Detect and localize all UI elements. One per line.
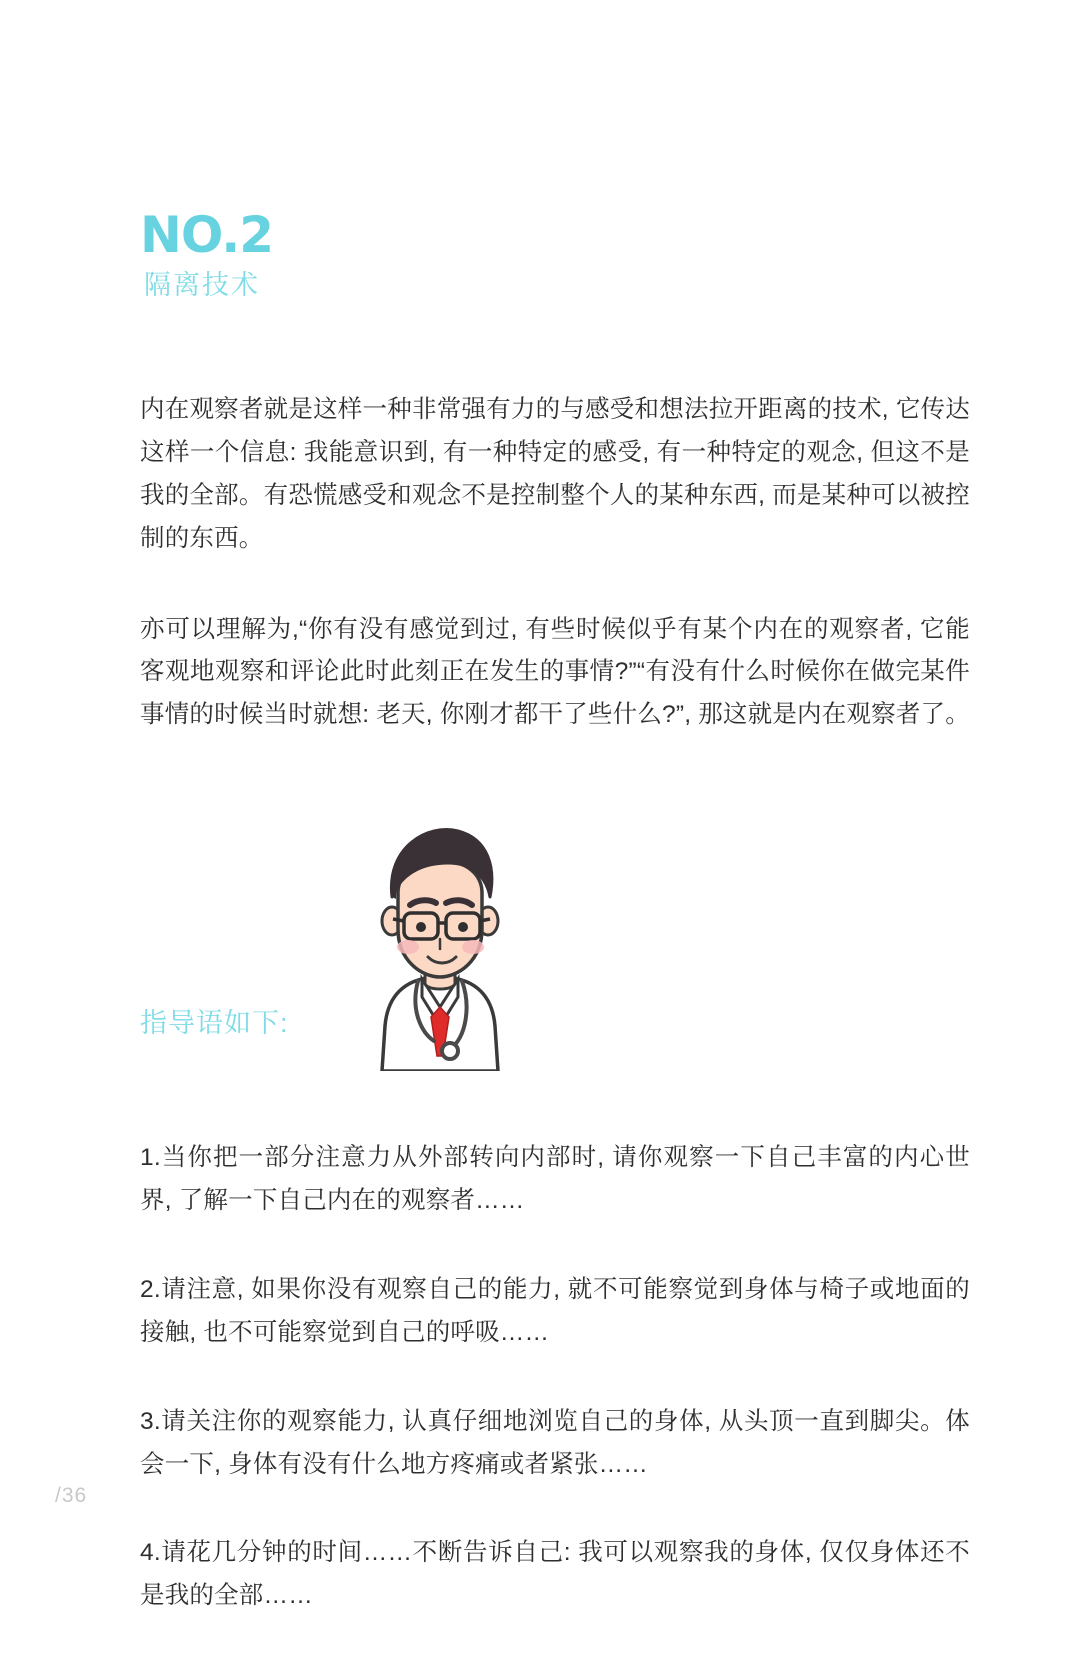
page-content bbox=[140, 0, 970, 1664]
list-item: 1.当你把一部分注意力从外部转向内部时, 请你观察一下自己丰富的内心世界, 了解一下自己内在的观察者…… bbox=[140, 1144, 970, 1214]
section-heading bbox=[140, 206, 970, 300]
body-text bbox=[140, 389, 970, 737]
list-item: 2.请注意, 如果你没有观察自己的能力, 就不可能察觉到身体与椅子或地面的接触, 也不可能察觉到自己的呼吸…… bbox=[140, 1275, 970, 1346]
instruction-list bbox=[140, 1137, 970, 1618]
guide-label: 指导语如下: bbox=[140, 1008, 289, 1039]
doctor-illustration-icon bbox=[330, 801, 550, 1071]
section-subtitle: 隔离技术 bbox=[144, 270, 260, 300]
page-number: /36 bbox=[55, 1484, 88, 1507]
section-number: NO.2 bbox=[140, 206, 274, 264]
paragraph: 内在观察者就是这样一种非常强有力的与感受和想法拉开距离的技术, 它传达这样一个信息: 我能意识到, 有一种特定的感受, 有一种特定的观念, 但这不是我的全部。有恐慌感受和观念不是控制整个人的某种东西, 而是某种可以被控制的东西。 bbox=[140, 396, 970, 552]
paragraph: 亦可以理解为,“你有没有感觉到过, 有些时候似乎有某个内在的观察者, 它能客观地观察和评论此时此刻正在发生的事情?”“有没有什么时候你在做完某件事情的时候当时就想: 老天, 你刚才都干了些什么?”, 那这就是内在观察者了。 bbox=[140, 615, 970, 729]
list-item: 3.请关注你的观察能力, 认真仔细地浏览自己的身体, 从头顶一直到脚尖。体会一下, 身体有没有什么地方疼痛或者紧张…… bbox=[140, 1407, 970, 1478]
illustration-row bbox=[140, 801, 970, 1101]
list-item: 4.请花几分钟的时间……不断告诉自己: 我可以观察我的身体, 仅仅身体还不是我的全部…… bbox=[140, 1539, 970, 1610]
